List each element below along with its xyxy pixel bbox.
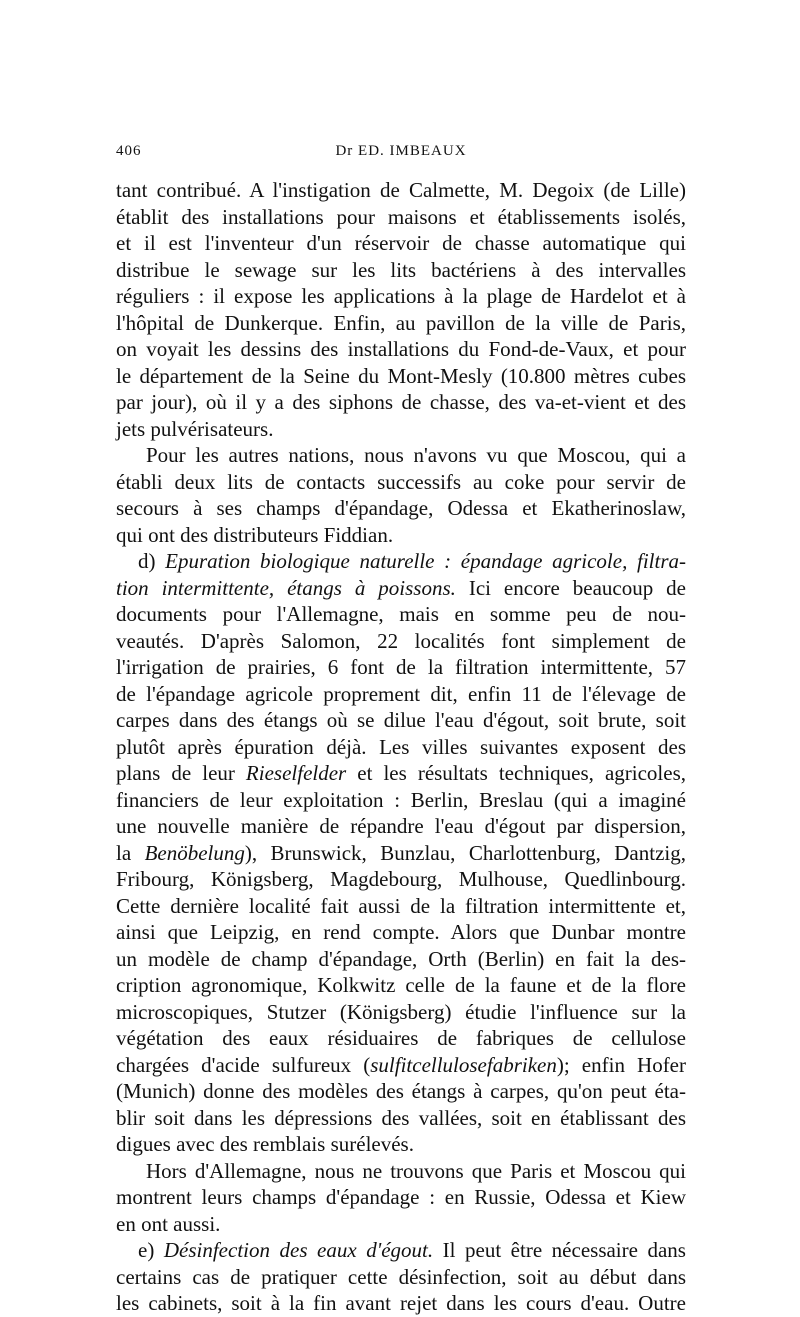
text-line: et il est l'inventeur d'un réservoir de chasse automatique qui <box>116 231 686 255</box>
text-line: plans de leur Rieselfelder et les résultats techniques, agricoles, <box>116 761 686 785</box>
text-line: l'irrigation de prairies, 6 font de la filtration intermittente, 57 <box>116 655 686 679</box>
text-line: tion intermittente, étangs à poissons. Ici encore beaucoup de <box>116 575 687 600</box>
text-line: établi deux lits de contacts successifs au coke pour servir de <box>116 469 686 494</box>
text-line: établit des installations pour maisons et établissements isolés, <box>116 204 686 229</box>
benobelung-term: Benöbelung <box>144 840 245 865</box>
text-line: les cabinets, soit à la fin avant rejet dans les cours d'eau. Outre <box>116 1291 686 1315</box>
section-d-label: d) <box>138 549 166 573</box>
text-line: qui ont des distributeurs Fiddian. <box>116 522 394 547</box>
text-line: Hors d'Allemagne, nous ne trouvons que Paris et Moscou qui <box>146 1158 686 1183</box>
paragraph-autres-nations <box>116 442 686 548</box>
text-line: financiers de leur exploitation : Berlin, Breslau (qui a imaginé <box>116 787 686 812</box>
paragraph-hors-allemagne <box>116 1158 686 1238</box>
text-line: secours à ses champs d'épandage, Odessa et Ekatherinoslaw, <box>116 496 686 520</box>
text-line: documents pour l'Allemagne, mais en somme peu de nou- <box>116 602 686 626</box>
text-line: microscopiques, Stutzer (Königsberg) étudie l'influence sur la <box>116 999 686 1024</box>
section-d-heading-cont: tion intermittente, étangs à poissons. <box>116 575 456 600</box>
page-number: 406 <box>116 143 142 159</box>
text-line: l'hôpital de Dunkerque. Enfin, au pavillon de la ville de Paris, <box>116 310 686 335</box>
running-head: Dr ED. IMBEAUX <box>335 143 467 159</box>
text-line: blir soit dans les dépressions des vallées, soit en établissant des <box>116 1105 686 1130</box>
text-line: certains cas de pratiquer cette désinfection, soit au début dans <box>116 1264 686 1289</box>
section-d-heading-line <box>116 548 686 575</box>
text-line: jets pulvérisateurs. <box>116 416 274 441</box>
text-line: (Munich) donne des modèles des étangs à carpes, qu'on peut éta- <box>116 1079 686 1103</box>
text-line: une nouvelle manière de répandre l'eau d'égout par dispersion, <box>116 814 686 838</box>
text-line: tant contribué. A l'instigation de Calmette, M. Degoix (de Lille) <box>116 178 686 202</box>
text-line: plutôt après épuration déjà. Les villes suivantes exposent des <box>116 734 686 759</box>
section-e-label: e) <box>138 1238 164 1262</box>
paragraph-desinfection <box>116 1237 686 1317</box>
paragraph-calmette <box>116 177 686 442</box>
text-line: le département de la Seine du Mont-Mesly (10.800 mètres cubes <box>116 363 686 388</box>
text-line: veautés. D'après Salomon, 22 localités font simplement de <box>116 628 686 653</box>
text-line: Fribourg, Königsberg, Magdebourg, Mulhouse, Quedlinbourg. <box>116 867 686 891</box>
text-line: carpes dans des étangs où se dilue l'eau d'égout, soit brute, soit <box>116 708 686 732</box>
text-line: montrent leurs champs d'épandage : en Russie, Odessa et Kiew <box>116 1185 686 1209</box>
text-line: végétation des eaux résiduaires de fabriques de cellulose <box>116 1026 686 1050</box>
page-header <box>116 143 686 167</box>
text-line: ainsi que Leipzig, en rend compte. Alors que Dunbar montre <box>116 920 686 944</box>
text-line: digues avec des remblais surélevés. <box>116 1132 414 1156</box>
text-line: Cette dernière localité fait aussi de la filtration intermittente et, <box>116 893 686 918</box>
text-line: chargées d'acide sulfureux (sulfitcellulosefabriken); enfin Hofer <box>116 1052 686 1077</box>
text-line: la Benöbelung), Brunswick, Bunzlau, Charlottenburg, Dantzig, <box>116 840 686 865</box>
section-e-heading-line: e) Désinfection des eaux d'égout. Il peut être nécessaire dans <box>138 1238 686 1262</box>
text-line: distribue le sewage sur les lits bactériens à des intervalles <box>116 257 686 282</box>
text-line: cription agronomique, Kolkwitz celle de la faune et de la flore <box>116 973 686 997</box>
section-e-heading: Désinfection des eaux d'égout. <box>163 1238 434 1262</box>
rieselfelder-term: Rieselfelder <box>245 761 347 785</box>
text-line: on voyait les dessins des installations du Fond-de-Vaux, et pour <box>116 337 686 361</box>
text-line: de l'épandage agricole proprement dit, enfin 11 de l'élevage de <box>116 681 686 706</box>
sulfitcellulose-term: sulfitcellulosefabriken <box>370 1052 557 1077</box>
page-body <box>116 177 686 1317</box>
text-line: réguliers : il expose les applications à la plage de Hardelot et à <box>116 284 686 308</box>
text-line: en ont aussi. <box>116 1211 221 1236</box>
paragraph-epuration-biologique <box>116 548 686 1158</box>
text-line: Pour les autres nations, nous n'avons vu que Moscou, qui a <box>146 443 686 467</box>
text-line: un modèle de champ d'épandage, Orth (Berlin) en fait la des- <box>116 946 686 971</box>
text-line: par jour), où il y a des siphons de chasse, des va-et-vient et des <box>116 390 686 414</box>
section-d-heading: Epuration biologique naturelle : épandage agricole, filtra- <box>165 549 686 573</box>
